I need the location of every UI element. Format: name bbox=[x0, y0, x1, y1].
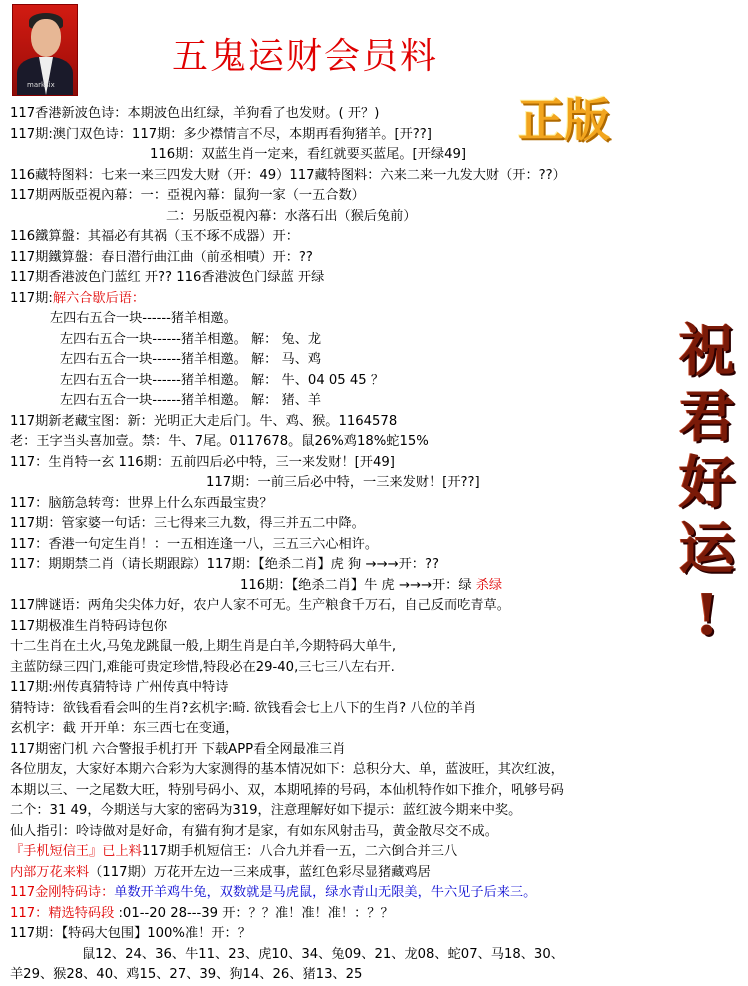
portrait-photo bbox=[12, 4, 78, 96]
line-text: 左四右五合一块------猪羊相邀。 解： 牛、04 05 45 ？ bbox=[60, 372, 385, 388]
line-text: 117期：一前三后必中特，一三来发财！[开??] bbox=[206, 475, 480, 490]
line-text: 117期:州传真猜特诗 广州传真中特诗 bbox=[10, 680, 229, 695]
text-line bbox=[10, 145, 674, 166]
line-text: 老：王字当头喜加壹。禁：牛、7尾。0117678。鼠26%鸡18%蛇15% bbox=[10, 434, 429, 449]
text-line bbox=[10, 207, 674, 228]
text-line bbox=[10, 658, 674, 679]
text-line bbox=[10, 412, 674, 433]
red-text: 内部万花来料 bbox=[10, 864, 90, 880]
text-line bbox=[10, 309, 674, 330]
red-text: 『手机短信王』已上料 bbox=[10, 844, 142, 859]
red-text: 解六合歇后语： bbox=[52, 290, 146, 306]
text-line bbox=[10, 596, 674, 617]
text-line bbox=[10, 781, 674, 802]
line-text: 117期:澳门双色诗：117期：多少襟情言不尽，本期再看狗猪羊。[开??] bbox=[10, 126, 432, 142]
line-text: 117期香港波色门蓝红 开?? 116香港波色门绿蓝 开绿 bbox=[10, 270, 325, 285]
red-text: 117金刚特码诗： bbox=[10, 885, 115, 900]
text-line bbox=[10, 617, 674, 638]
text-line bbox=[10, 801, 674, 822]
text-line bbox=[10, 965, 674, 986]
genuine-badge: 正版 bbox=[518, 93, 610, 147]
text-line bbox=[10, 371, 674, 392]
line-text: 116鐵算盤：其福必有其祸（玉不琢不成器）开： bbox=[10, 229, 299, 244]
blessing-char: 好 bbox=[679, 450, 735, 516]
blessing-char: 运 bbox=[679, 516, 735, 582]
line-text: 117期鐵算盤：春日潜行曲江曲（前丞相嘖）开：?? bbox=[10, 249, 313, 265]
line-text: 玄机字：截 开开单：东三西七在变通， bbox=[10, 721, 239, 736]
text-line bbox=[10, 391, 674, 412]
content-lines bbox=[10, 104, 674, 986]
blessing-char: ! bbox=[694, 582, 720, 648]
text-line bbox=[10, 432, 674, 453]
text-line bbox=[10, 555, 674, 576]
line-text: 117香港新波色诗：本期波色出红绿，羊狗看了也发财。( 开？) bbox=[10, 106, 380, 121]
line-text: 117期：【特码大包围】100%准！开：？ bbox=[10, 926, 251, 941]
line-text: 各位朋友，大家好本期六合彩为大家测得的基本情况如下：总积分大、单，蓝波旺，其次红波， bbox=[10, 762, 564, 777]
blessing-char: 君 bbox=[679, 384, 735, 450]
vertical-blessing bbox=[676, 318, 738, 648]
text-line bbox=[10, 248, 674, 269]
line-text: 鼠12、24、36、牛11、23、虎10、34、兔09、21、龙08、蛇07、马18、30、 bbox=[82, 946, 564, 962]
line-text: 左四右五合一块------猪羊相邀。 解： 兔、龙 bbox=[60, 331, 322, 347]
text-line bbox=[10, 289, 674, 310]
text-line bbox=[10, 678, 674, 699]
text-line bbox=[10, 945, 674, 966]
text-line bbox=[10, 350, 674, 371]
text-line bbox=[10, 863, 674, 884]
text-line bbox=[10, 494, 674, 515]
text-line bbox=[10, 904, 674, 925]
text-line bbox=[10, 535, 674, 556]
line-text: 117期手机短信王：八合九并看一五，二六倒合并三八 bbox=[141, 844, 458, 859]
line-text: 116期：【绝杀二肖】牛 虎 →→→开：绿 bbox=[240, 577, 476, 593]
line-text: （117期）万花开左边一三来成事，蓝红色彩尽显猪藏鸡居 bbox=[89, 864, 431, 880]
red-text: 117：精选特码段 bbox=[10, 905, 115, 921]
line-text: 猜特诗：欲钱看看会叫的生肖?玄机字:畸. 欲钱看会七上八下的生肖? 八位的羊肖 bbox=[10, 700, 477, 716]
text-line bbox=[10, 166, 674, 187]
line-text: 117期两版亞視內幕：一：亞視內幕：鼠狗一家（一五合数） bbox=[10, 188, 365, 203]
blue-text: 单数开羊鸡牛兔，双数就是马虎鼠，绿水青山无限美，牛六见子后来三。 bbox=[114, 885, 537, 900]
text-line bbox=[10, 576, 674, 597]
text-line bbox=[10, 514, 674, 535]
text-line bbox=[10, 104, 674, 125]
red-text: 杀绿 bbox=[475, 577, 503, 593]
line-text: 117牌谜语：两角尖尖体力好，农户人家不可无。生产粮食千万石，自己反而吃青草。 bbox=[10, 598, 510, 613]
text-line bbox=[10, 842, 674, 863]
text-line bbox=[10, 699, 674, 720]
line-text: 117期极准生肖特码诗包你 bbox=[10, 618, 168, 634]
text-line bbox=[10, 186, 674, 207]
text-line bbox=[10, 227, 674, 248]
line-text: 117：香港一句定生肖！：一五相连逢一八，三五三六心相许。 bbox=[10, 536, 379, 552]
line-text: 左四右五合一块------猪羊相邀。 解： 猪、羊 bbox=[60, 393, 322, 408]
text-line bbox=[10, 760, 674, 781]
line-text: 本期以三、一之尾数大旺，特别号码小、双，本期吼捧的号码，本仙机特作如下推介，吼够号码 bbox=[10, 782, 564, 798]
text-line bbox=[10, 268, 674, 289]
line-text: 117期：管家婆一句话：三七得来三九数，得三并五二中降。 bbox=[10, 516, 365, 531]
text-line bbox=[10, 719, 674, 740]
line-text: 117期密门机 六合警报手机打开 下载APP看全网最准三肖 bbox=[10, 741, 346, 757]
line-text: 左四右五合一块------猪羊相邀。 解： 马、鸡 bbox=[60, 352, 322, 367]
text-line bbox=[10, 453, 674, 474]
text-line bbox=[10, 637, 674, 658]
text-line bbox=[10, 822, 674, 843]
line-text: 117期新老藏宝图：新：光明正大走后门。牛、鸡、猴。1164578 bbox=[10, 413, 398, 429]
line-text: 117期: bbox=[10, 290, 53, 306]
text-line bbox=[10, 883, 674, 904]
text-line bbox=[10, 740, 674, 761]
line-text: 二：另版亞視內幕：水落石出（猴后兔前） bbox=[166, 208, 417, 224]
line-text: :01--20 28---39 开：？？准！准！准！：？？ bbox=[114, 905, 394, 921]
text-line bbox=[10, 125, 674, 146]
text-line bbox=[10, 330, 674, 351]
line-text: 主蓝防绿三四门,难能可贵定珍惜,特段必在29-40,三七三八左右开. bbox=[10, 659, 395, 675]
line-text: 左四右五合一块------猪羊相邀。 bbox=[50, 311, 237, 326]
photo-watermark: marksix bbox=[27, 81, 55, 89]
line-text: 116藏特图料：七来一来三四发大财（开：49）117藏特图料：六来二来一九发大财（开：??） bbox=[10, 167, 566, 183]
text-line bbox=[10, 924, 674, 945]
line-text: 116期：双蓝生肖一定来，看红就要买蓝尾。[开绿49] bbox=[150, 147, 466, 162]
line-text: 二个：31 49，今期送与大家的密码为319，注意理解好如下提示：蓝红波今期来中奖。 bbox=[10, 803, 522, 818]
line-text: 十二生肖在土火,马兔龙跳鼠一般,上期生肖是白羊,今期特码大单牛, bbox=[10, 639, 397, 654]
line-text: 117：生肖特一玄 116期：五前四后必中特，三一来发财！[开49] bbox=[10, 454, 395, 470]
line-text: 羊29、猴28、40、鸡15、27、39、狗14、26、猪13、25 bbox=[10, 967, 363, 982]
line-text: 117：期期禁二肖（请长期跟踪）117期：【绝杀二肖】虎 狗 →→→开：?? bbox=[10, 557, 439, 572]
blessing-char: 祝 bbox=[679, 318, 735, 384]
line-text: 117：脑筋急转弯：世界上什么东西最宝贵？ bbox=[10, 495, 273, 511]
line-text: 仙人指引：呤诗做对是好命，有猫有狗才是家，有如东风射击马，黄金散尽交不成。 bbox=[10, 823, 498, 839]
text-line bbox=[10, 473, 674, 494]
page-title: 五鬼运财会员料 bbox=[172, 36, 439, 77]
